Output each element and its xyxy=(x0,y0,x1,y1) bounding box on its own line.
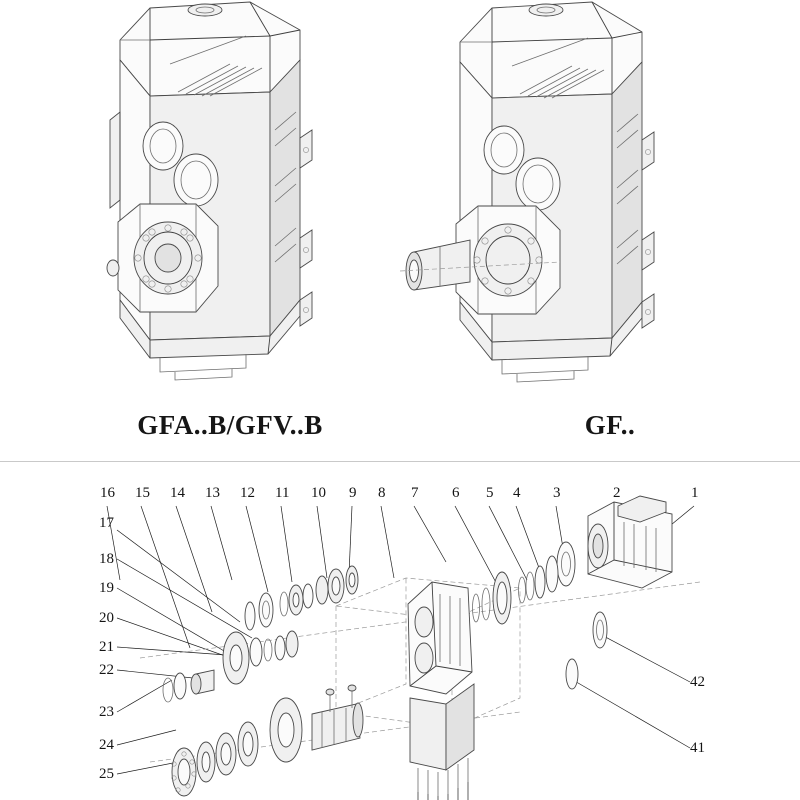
callout-19: 19 xyxy=(99,580,114,596)
callout-20: 20 xyxy=(99,610,114,626)
callout-2: 2 xyxy=(613,485,621,501)
callout-12: 12 xyxy=(240,485,255,501)
figure-right xyxy=(400,0,800,460)
callout-1: 1 xyxy=(691,485,699,501)
gearbox-right-drawing xyxy=(400,0,800,400)
callout-25: 25 xyxy=(99,766,114,782)
callout-42: 42 xyxy=(690,674,705,690)
gearbox-left-drawing xyxy=(0,0,400,400)
callout-18: 18 xyxy=(99,551,114,567)
callout-23: 23 xyxy=(99,704,114,720)
callout-3: 3 xyxy=(553,485,561,501)
callout-7: 7 xyxy=(411,485,419,501)
figure-left xyxy=(0,0,400,460)
figure-right-caption: GF.. xyxy=(584,410,636,440)
callout-4: 4 xyxy=(513,485,521,501)
callout-16: 16 xyxy=(100,485,115,501)
callout-11: 11 xyxy=(275,485,290,501)
callout-22: 22 xyxy=(99,662,114,678)
callout-13: 13 xyxy=(205,485,220,501)
figure-left-caption: GFA..B/GFV..B xyxy=(137,410,323,440)
callout-8: 8 xyxy=(378,485,386,501)
callout-15: 15 xyxy=(135,485,150,501)
callout-10: 10 xyxy=(311,485,326,501)
callout-14: 14 xyxy=(170,485,185,501)
callout-21: 21 xyxy=(99,639,114,655)
callout-24: 24 xyxy=(99,737,114,753)
callout-6: 6 xyxy=(452,485,460,501)
callout-17: 17 xyxy=(99,515,114,531)
exploded-view xyxy=(0,462,800,800)
callout-9: 9 xyxy=(349,485,357,501)
callout-41: 41 xyxy=(690,740,705,756)
callout-5: 5 xyxy=(486,485,494,501)
exploded-parts-drawing xyxy=(0,462,800,800)
